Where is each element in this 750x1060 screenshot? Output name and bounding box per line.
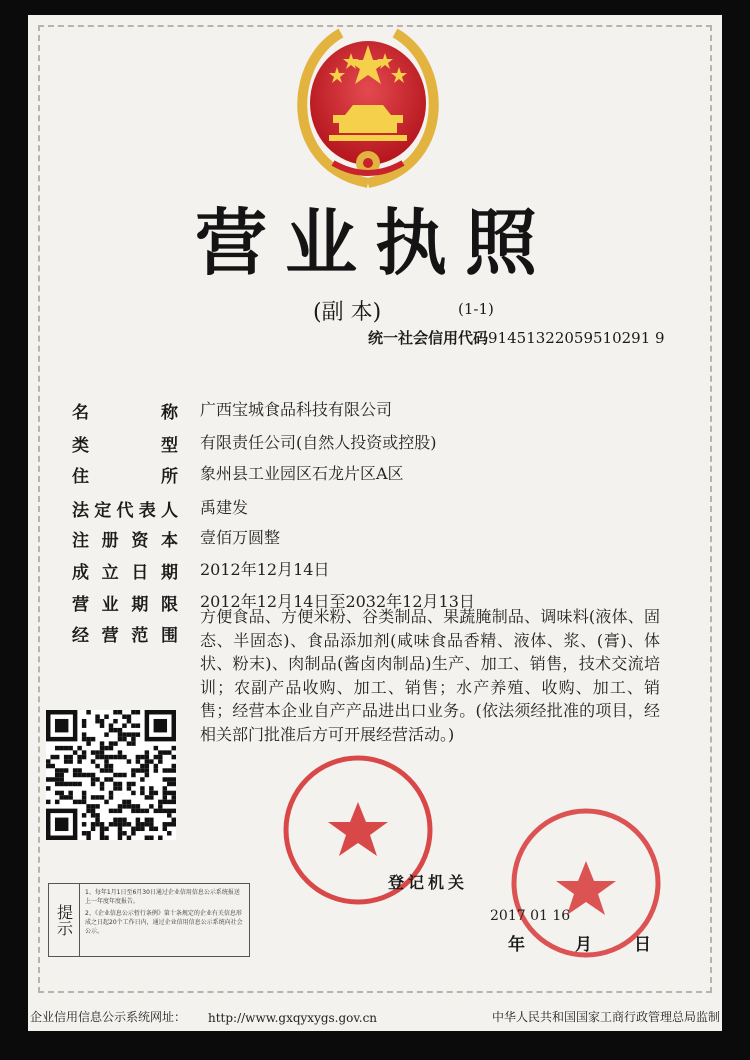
- field-value: 壹佰万圆整: [200, 528, 281, 547]
- field-label: 营 业 期 限: [72, 594, 178, 615]
- field-label: 名 称: [72, 402, 178, 423]
- field-label: 注 册 资 本: [72, 530, 178, 551]
- field-label: 法 定 代 表 人: [72, 500, 178, 521]
- field-value: 2012年12月14日: [200, 560, 330, 579]
- page-title: 营业执照: [194, 201, 555, 285]
- field-row: [72, 523, 702, 553]
- footer-right: 中华人民共和国国家工商行政管理总局监制: [491, 1010, 720, 1024]
- tips-line: 1、每年1月1日至6月30日通过企业信用信息公示系统报送上一年度年度报告。: [85, 889, 240, 905]
- month-label: 月: [575, 935, 592, 955]
- field-value: 2012年12月14日至2032年12月13日: [200, 592, 475, 611]
- field-label: 经 营 范 围: [72, 625, 178, 646]
- field-value: 象州县工业园区石龙片区A区: [200, 464, 404, 483]
- registration-authority: 登记机关: [388, 873, 469, 892]
- field-row: [72, 459, 702, 489]
- field-value: 广西宝城食品科技有限公司: [200, 400, 393, 419]
- business-scope: 方便食品、方便米粉、谷类制品、果蔬腌制品、调味料(液体、固态、半固态)、食品添加剂(咸味食品香精、液体、浆、(膏)、体状、粉末)、肉制品(酱卤肉制品)生产、加工、销售，技术交流培训；农副产品收购、加工、销售；水产养殖、收购、加工、销售；经营本企业自产产品进出口业务。(依法须经批准的项目，经相关部门批准后方可开展经营活动。): [200, 607, 660, 744]
- copy-number: (1-1): [458, 300, 494, 318]
- credit-code: [368, 327, 665, 348]
- issue-date: 2017 01 16: [490, 908, 571, 924]
- field-label: 类 型: [72, 435, 178, 456]
- day-label: 日: [634, 935, 651, 955]
- field-value: 有限责任公司(自然人投资或控股): [200, 433, 437, 452]
- qr-code-icon: [46, 710, 176, 840]
- field-value: 禹建发: [200, 498, 249, 517]
- field-row: [72, 395, 702, 425]
- tips-box: [48, 883, 250, 957]
- field-row: [72, 555, 702, 585]
- national-emblem-icon: [293, 23, 443, 188]
- field-row: [72, 428, 702, 458]
- field-row: [72, 493, 702, 523]
- footer-url[interactable]: http://www.gxqyxygs.gov.cn: [208, 1011, 378, 1025]
- year-label: 年: [508, 935, 525, 955]
- field-label: 成 立 日 期: [72, 562, 178, 583]
- credit-code-label: 统一社会信用代码: [368, 329, 489, 347]
- tips-text: [85, 888, 245, 939]
- footer-left: 企业信用信息公示系统网址：: [30, 1010, 187, 1024]
- field-label: 住 所: [72, 466, 178, 487]
- tips-line: 2、《企业信息公示暂行条例》第十条规定的企业有关信息形成之日起20个工作日内，通过企业信用信息公示系统向社会公示。: [85, 910, 243, 935]
- license-sheet: [28, 15, 722, 1031]
- date-labels: [508, 930, 651, 955]
- credit-code-value: 91451322059510291 9: [488, 329, 665, 347]
- copy-type: (副 本): [313, 300, 382, 325]
- tips-header: 提示: [49, 884, 80, 956]
- footer: [28, 995, 722, 1031]
